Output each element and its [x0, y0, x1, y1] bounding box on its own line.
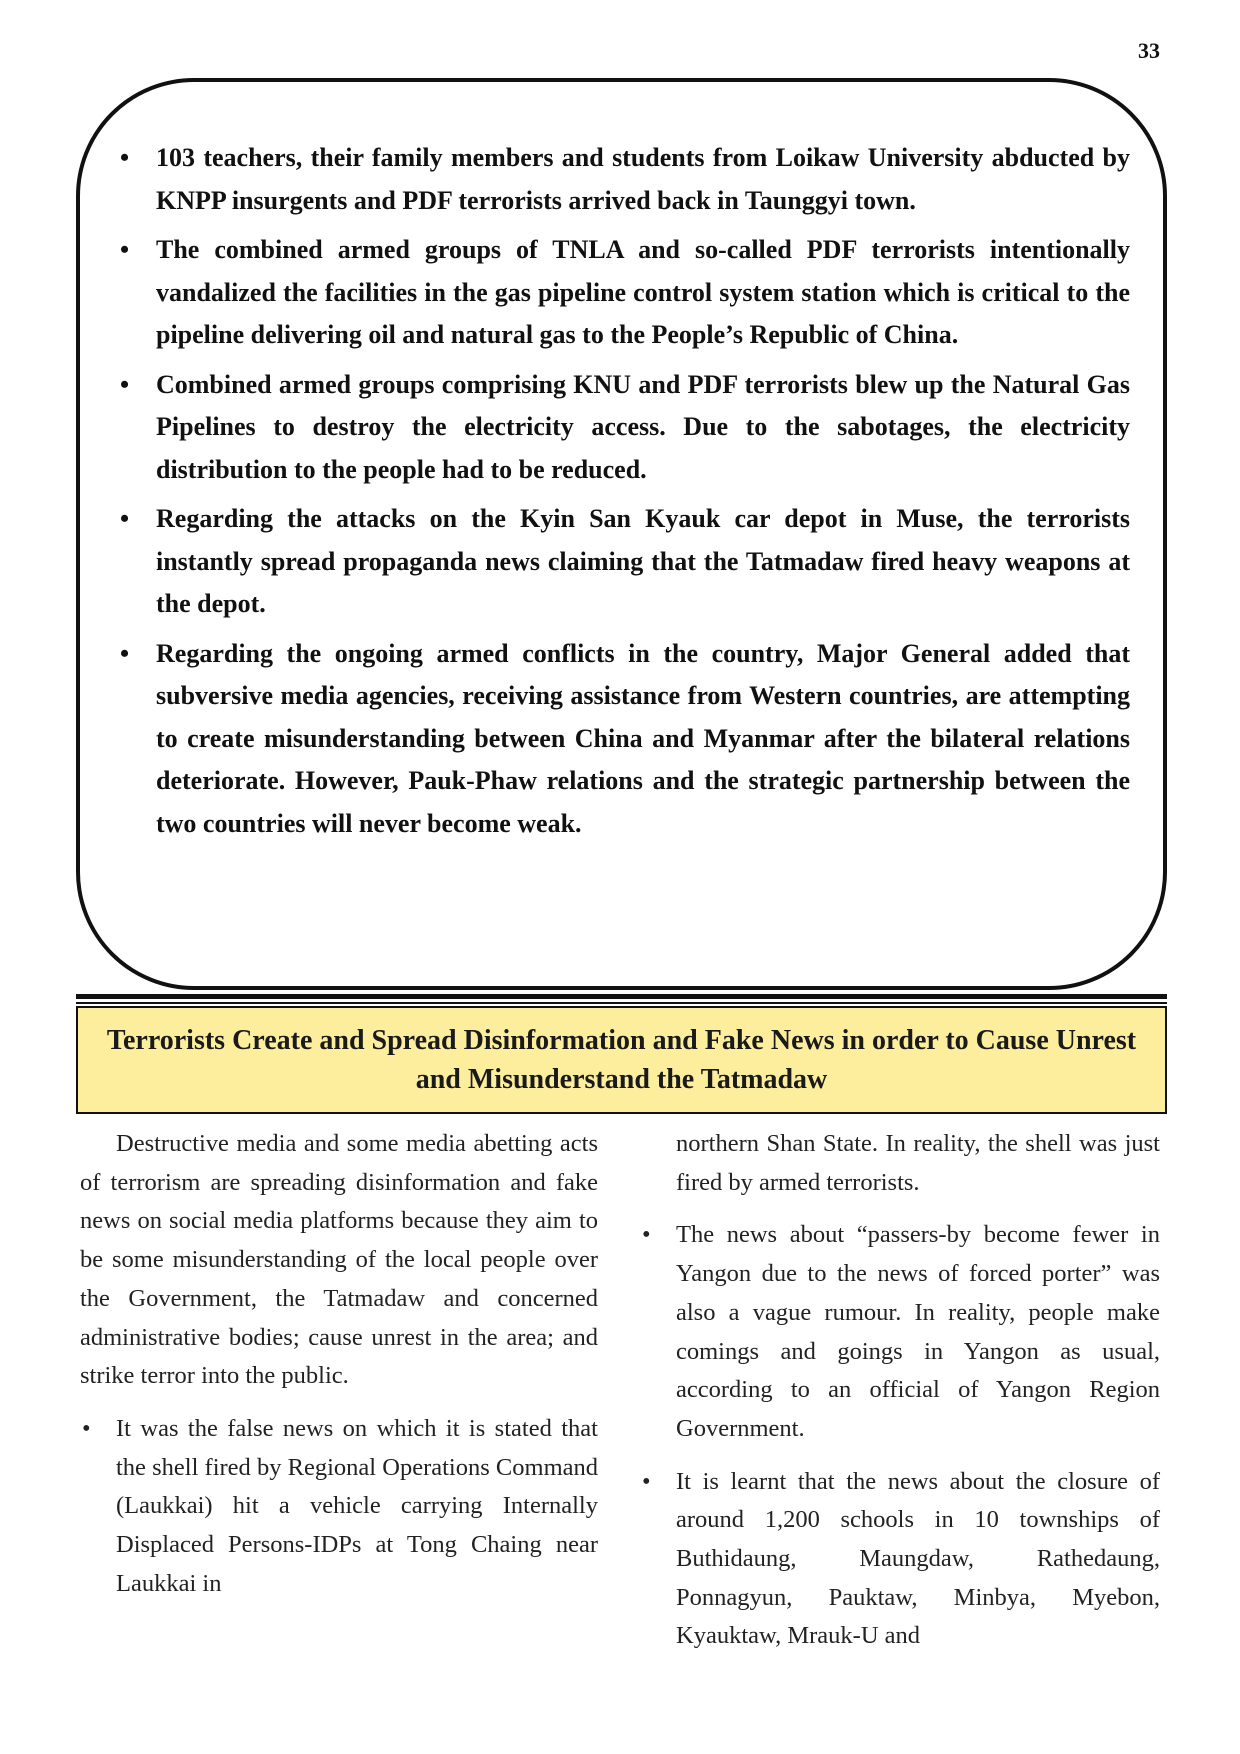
summary-bullet-item [120, 137, 1130, 222]
summary-bullet-list [120, 137, 1130, 852]
right-column [640, 1125, 1160, 1670]
summary-bullet-item [120, 229, 1130, 357]
continuation-paragraph: northern Shan State. In reality, the shell was just fired by armed terrorists. [676, 1130, 1160, 1196]
summary-bullet-item [120, 633, 1130, 846]
list-item [640, 1463, 1160, 1657]
intro-paragraph: Destructive media and some media abetting acts of terrorism are spreading disinformation and fake news on social media platforms because they aim to be some misunderstanding of the local people over the Government, the Tatmadaw and concerned administrative bodies; cause unrest in the area; and strike terror into the public. [80, 1130, 598, 1390]
left-bullet-list [80, 1410, 598, 1604]
section-divider-thick [76, 994, 1167, 999]
bullet-icon: • [120, 638, 130, 668]
bullet-icon: • [642, 1467, 651, 1495]
bullet-icon: • [120, 369, 130, 399]
bullet-icon: • [120, 504, 130, 533]
bullet-icon: • [120, 235, 130, 264]
summary-bullet-item [120, 498, 1130, 626]
bullet-icon: • [120, 143, 130, 172]
summary-bullet-text: Regarding the ongoing armed conflicts in the country, Major General added that subversive media agencies, receiving assistance from Western countries, are attempting to create misunderstanding between China and Myanmar after the bilateral relations deteriorate. However, Pauk-Phaw relations and the strategic partnership between the two countries will never become weak. [156, 638, 1130, 838]
summary-bullet-text: Regarding the attacks on the Kyin San Kyauk car depot in Muse, the terrorists instantly spread propaganda news claiming that the Tatmadaw fired heavy weapons at the depot. [156, 504, 1130, 618]
section-heading: Terrorists Create and Spread Disinformation and Fake News in order to Cause Unrest and Misunderstand the Tatmadaw [106, 1025, 1137, 1095]
list-item [80, 1410, 598, 1604]
bullet-icon: • [82, 1414, 91, 1442]
summary-bullet-text: 103 teachers, their family members and students from Loikaw University abducted by KNPP insurgents and PDF terrorists arrived back in Taunggyi town. [156, 143, 1130, 215]
page-number: 33 [1138, 38, 1160, 63]
list-item-text: It is learnt that the news about the closure of around 1,200 schools in 10 townships of Buthidaung, Maungdaw, Rathedaung, Ponnagyun, Pauktaw, Minbya, Myebon, Kyauktaw, Mrauk-U and [676, 1467, 1160, 1650]
summary-bullet-item [120, 364, 1130, 492]
list-item [640, 1216, 1160, 1448]
left-column [80, 1125, 598, 1617]
section-divider-thin [76, 1002, 1167, 1004]
bullet-icon: • [642, 1221, 651, 1249]
list-item-text: The news about “passers-by become fewer in Yangon due to the news of forced porter” was also a vague rumour. In reality, people make comings and goings in Yangon as usual, according to an official of Yangon Region Government. [676, 1221, 1160, 1442]
summary-bullet-text: Combined armed groups comprising KNU and PDF terrorists blew up the Natural Gas Pipelines to destroy the electricity access. Due to the sabotages, the electricity distribution to the people had to be reduced. [156, 369, 1130, 484]
list-item-text: It was the false news on which it is stated that the shell fired by Regional Operations Command (Laukkai) hit a vehicle carrying Internally Displaced Persons-IDPs at Tong Chaing near Laukkai in [116, 1414, 598, 1597]
summary-bullet-text: The combined armed groups of TNLA and so-called PDF terrorists intentionally vandalized the facilities in the gas pipeline control system station which is critical to the pipeline delivering oil and natural gas to the People’s Republic of China. [156, 235, 1130, 349]
right-bullet-list [640, 1216, 1160, 1656]
section-heading-box [76, 1006, 1167, 1114]
